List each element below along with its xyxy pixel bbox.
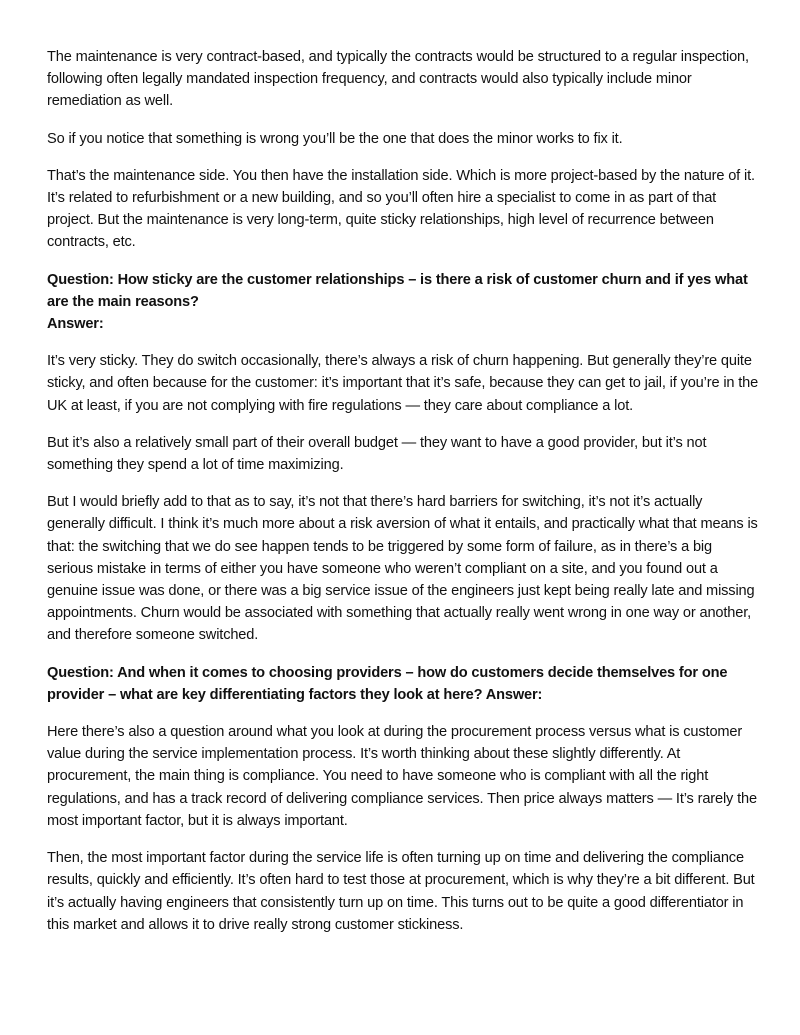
question-text: Question: How sticky are the customer relationships – is there a risk of customer churn and if yes what are the main reasons? [47, 271, 748, 310]
question-text: Question: And when it comes to choosing providers – how do customers decide themselves for one provider – what are key differentiating factors they look at here? [47, 664, 728, 703]
paragraph-maintenance-contracts: The maintenance is very contract-based, and typically the contracts would be structured to a regular inspection, following often legally mandated inspection frequency, and contracts would also typically include minor remediation as well. [47, 49, 749, 110]
paragraph-switching-barriers: But I would briefly add to that as to say, it’s not that there’s hard barriers for switching, it’s not it’s actually generally difficult. I think it’s much more about a risk aversion of what it entails, and practically what that means is that: the switching that we do see happen tends to be triggered by some form of failure, as in there’s a big serious mistake in terms of either you have someone who weren’t compliant on a site, and you found out a genuine issue was done, or there was a big service issue of the engineers just kept being really late and missing appointments. Churn would be associated with something that actually really went wrong in one way or another, and therefore someone switched. [47, 494, 758, 644]
paragraph-minor-works: So if you notice that something is wrong you’ll be the one that does the minor works to fix it. [47, 130, 623, 147]
paragraph-procurement-process: Here there’s also a question around what you look at during the procurement process versus what is customer value during the service implementation process. It’s worth thinking about these slightly differently. At procurement, the main thing is compliance. You need to have someone who is compliant with all the right regulations, and has a track record of delivering compliance services. Then price always matters — It’s rarely the most important factor, but it is always important. [47, 724, 757, 829]
paragraph-very-sticky: It’s very sticky. They do switch occasionally, there’s always a risk of churn happening. But generally they’re quite sticky, and often because for the customer: it’s important that it’s safe, because they can get to jail, if you’re in the UK at least, if you are not complying with fire regulations — they care about compliance a lot. [47, 353, 759, 414]
answer-label: Answer: [485, 686, 543, 703]
paragraph-installation-side: That’s the maintenance side. You then have the installation side. Which is more project-based by the nature of it. It’s related to refurbishment or a new building, and so you’ll often hire a specialist to come in as part of that project. But the maintenance is very long-term, quite sticky relationships, high level of recurrence between contracts, etc. [47, 167, 755, 251]
paragraph-service-life: Then, the most important factor during the service life is often turning up on time and delivering the compliance results, quickly and efficiently. It’s often hard to test those at procurement, which is why they’re a bit different. But it’s actually having engineers that consistently turn up on time. This turns out to be quite a good differentiator in this market and allows it to drive really strong customer stickiness. [47, 850, 755, 933]
question-block-customer-stickiness [47, 269, 759, 336]
question-block-choosing-providers [47, 662, 759, 706]
document-page [47, 46, 759, 951]
paragraph-small-budget: But it’s also a relatively small part of their overall budget — they want to have a good provider, but it’s not something they spend a lot of time maximizing. [47, 434, 707, 474]
answer-label: Answer: [47, 316, 104, 333]
